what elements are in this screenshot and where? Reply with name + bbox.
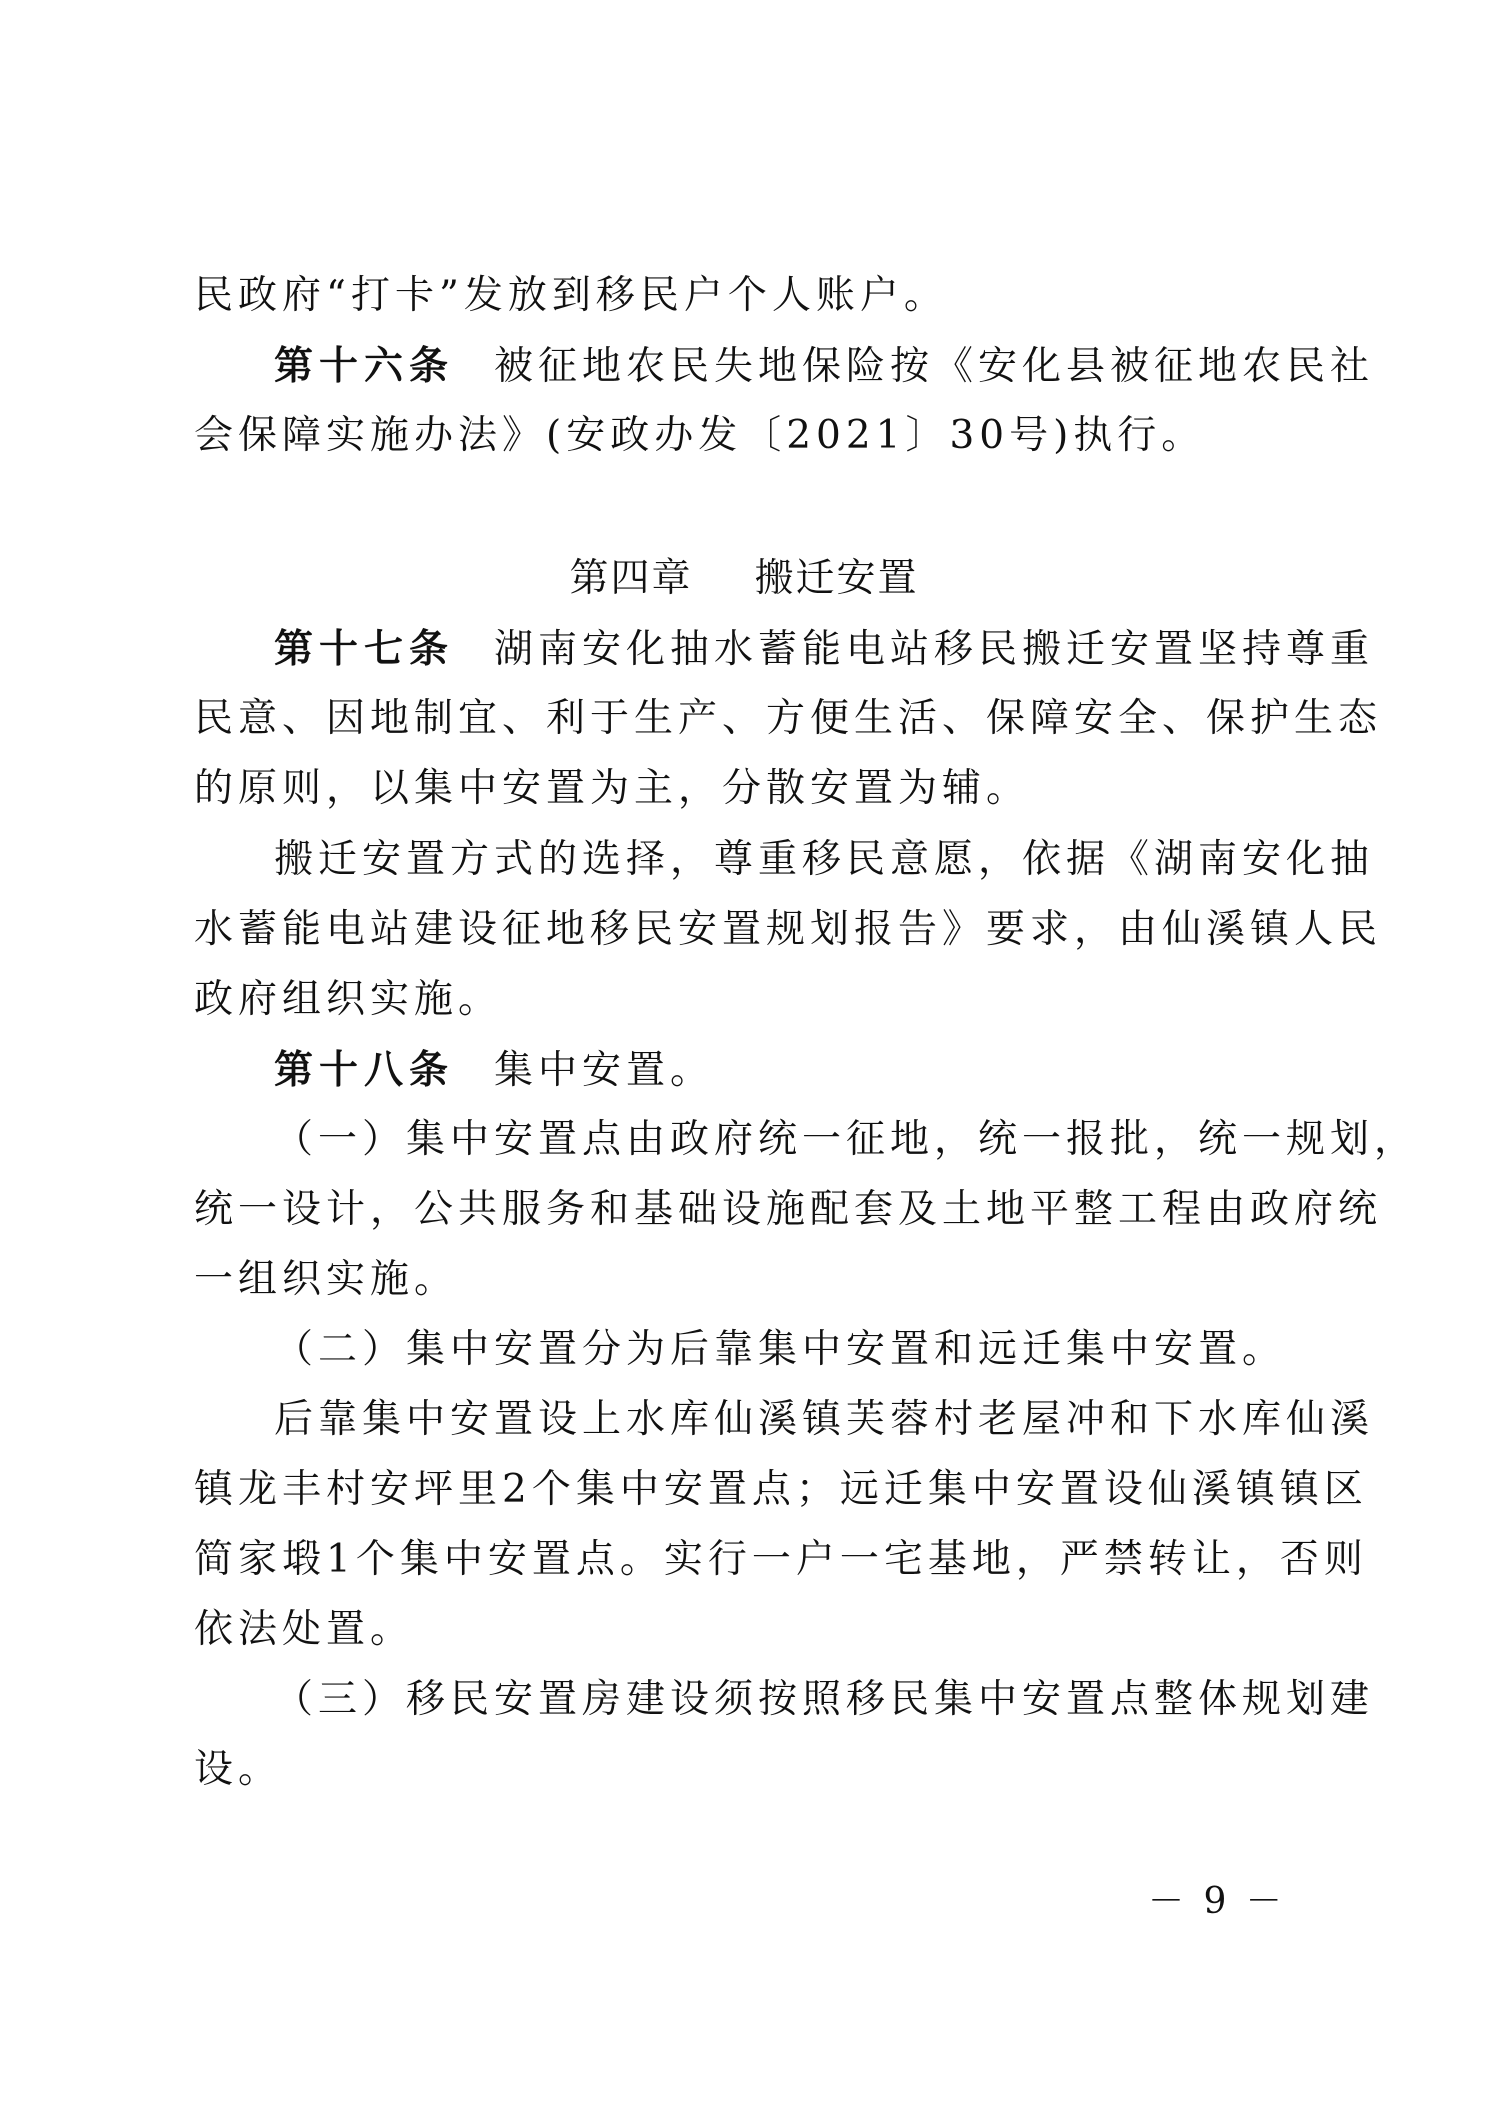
chapter-title: 搬迁安置 — [754, 556, 919, 601]
text-line: （一）集中安置点由政府统一征地，统一报批，统一规划， — [274, 1117, 1419, 1162]
text-line: 统一设计，公共服务和基础设施配套及土地平整工程由政府统 — [194, 1187, 1383, 1232]
text-line: 会保障实施办法》(安政办发〔2021〕30号)执行。 — [194, 413, 1206, 458]
article-18-line — [274, 1048, 1294, 1092]
text-line: 民政府“打卡”发放到移民户个人账户。 — [194, 273, 948, 318]
article-label: 第十六条 — [274, 343, 455, 389]
text-line: 民意、因地制宜、利于生产、方便生活、保障安全、保护生态 — [194, 696, 1383, 741]
article-17-line — [274, 626, 1375, 672]
article-label: 第十八条 — [274, 1047, 455, 1093]
text-line: 简家塅1个集中安置点。实行一户一宅基地，严禁转让，否则 — [194, 1537, 1368, 1582]
article-text: 集中安置。 — [494, 1048, 715, 1093]
chapter-heading — [0, 557, 1488, 601]
text-line: 水蓄能电站建设征地移民安置规划报告》要求，由仙溪镇人民 — [194, 907, 1383, 952]
text-line: 依法处置。 — [194, 1607, 415, 1652]
article-label: 第十七条 — [274, 626, 455, 672]
text-line: 的原则，以集中安置为主，分散安置为辅。 — [194, 766, 1031, 811]
article-text: 被征地农民失地保险按《安化县被征地农民社 — [494, 344, 1375, 389]
chapter-number: 第四章 — [569, 556, 693, 601]
text-line: 搬迁安置方式的选择，尊重移民意愿，依据《湖南安化抽 — [274, 837, 1375, 882]
text-line: 一组织实施。 — [194, 1257, 459, 1302]
text-line: （三）移民安置房建设须按照移民集中安置点整体规划建 — [274, 1677, 1375, 1722]
article-text: 湖南安化抽水蓄能电站移民搬迁安置坚持尊重 — [494, 627, 1375, 672]
article-16-line — [274, 343, 1375, 389]
text-line: 后靠集中安置设上水库仙溪镇芙蓉村老屋冲和下水库仙溪 — [274, 1397, 1375, 1442]
page-number: － 9 － — [1148, 1881, 1286, 1922]
text-line: 设。 — [194, 1747, 283, 1792]
text-line: 政府组织实施。 — [194, 977, 503, 1022]
text-line: 镇龙丰村安坪里2个集中安置点；远迁集中安置设仙溪镇镇区 — [194, 1467, 1368, 1512]
text-line: （二）集中安置分为后靠集中安置和远迁集中安置。 — [274, 1327, 1287, 1372]
